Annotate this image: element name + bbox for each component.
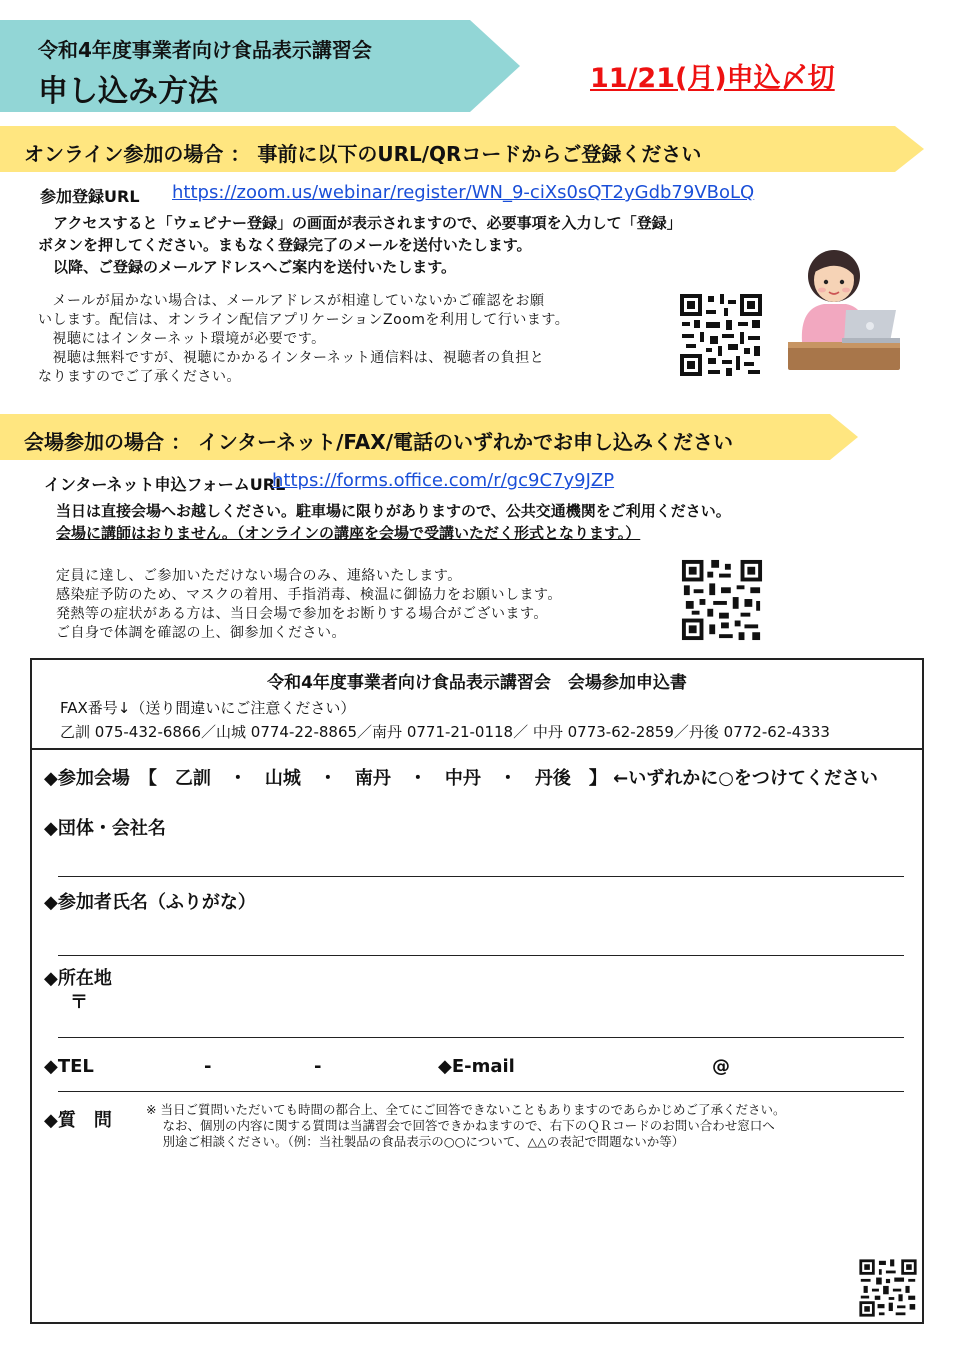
- online-instruction-line: アクセスすると「ウェビナー登録」の画面が表示されますので、必要事項を入力して「登録」: [38, 214, 682, 232]
- form-title: 令和4年度事業者向け食品表示講習会 会場参加申込書: [267, 673, 687, 693]
- online-note-line: 視聴にはインターネット環境が必要です。: [38, 331, 326, 347]
- company-input-line[interactable]: [58, 876, 904, 877]
- venue-url-label: インターネット申込フォームURL: [44, 475, 286, 494]
- online-note-line: メールが届かない場合は、メールアドレスが相違していないかご確認をお願: [38, 293, 545, 309]
- form-divider: [30, 748, 924, 750]
- question-field-label: ◆質 問: [44, 1110, 112, 1131]
- contact-input-line[interactable]: [58, 1091, 904, 1092]
- name-field-label: ◆参加者氏名（ふりがな）: [44, 892, 256, 913]
- venue-instruction-line: 当日は直接会場へお越しください。駐車場に限りがありますので、公共交通機関をご利用ください。: [56, 502, 731, 520]
- venue-instructions: [56, 500, 731, 544]
- venue-heading: 会場参加の場合 ： インターネット/FAX/電話のいずれかでお申し込みください: [24, 430, 734, 454]
- inquiry-qr-code-icon[interactable]: [858, 1258, 918, 1318]
- online-url-label: 参加登録URL: [40, 187, 140, 206]
- online-note-line: いします。配信は、オンライン配信アプリケーションZoomを利用して行います。: [38, 312, 570, 328]
- venue-note-line: ご自身で体調を確認の上、御参加ください。: [56, 625, 346, 641]
- online-instruction-line: 以降、ご登録のメールアドレスへご案内を送付いたします。: [38, 258, 457, 276]
- question-notes: [146, 1102, 785, 1150]
- online-register-link[interactable]: https://zoom.us/webinar/register/WN_9-ciXs0sQT2yGdb79VBoLQ: [172, 182, 755, 203]
- venue-choice-field[interactable]: ◆参加会場 【 乙訓 ・ 山城 ・ 南丹 ・ 中丹 ・ 丹後 】 ←いずれかに○をつけてください: [44, 768, 878, 789]
- venue-qr-code-icon[interactable]: [680, 558, 764, 642]
- name-input-line[interactable]: [58, 955, 904, 956]
- fax-numbers: 乙訓 075-432-6866／山城 0774-22-8865／南丹 0771-21-0118／ 中丹 0773-62-2859／丹後 0772-62-4333: [60, 723, 830, 741]
- venue-instruction-line: 会場に講師はおりません。（オンラインの講座を会場で受講いただく形式となります。）: [56, 524, 641, 542]
- fax-label: FAX番号↓（送り間違いにご注意ください）: [60, 699, 356, 717]
- tel-field-label: ◆TEL: [44, 1056, 94, 1077]
- online-note-line: なりますのでご了承ください。: [38, 369, 241, 385]
- address-field-label: ◆所在地: [44, 968, 112, 989]
- qr-graphic: [678, 292, 764, 378]
- online-note-line: 視聴は無料ですが、視聴にかかるインターネット通信料は、視聴者の負担と: [38, 350, 545, 366]
- address-input-line[interactable]: [58, 1037, 904, 1038]
- company-field-label: ◆団体・会社名: [44, 818, 166, 839]
- venue-notes: [56, 567, 562, 643]
- question-note-line: 別途ご相談ください。（例：当社製品の食品表示の○○について、△△の表記で問題ないか等）: [146, 1134, 685, 1149]
- qr-graphic: [858, 1258, 918, 1318]
- venue-note-line: 発熱等の症状がある方は、当日会場で参加をお断りする場合がございます。: [56, 606, 548, 622]
- postal-mark: 〒: [70, 992, 88, 1013]
- online-notes: [38, 292, 569, 387]
- online-heading: オンライン参加の場合 ： 事前に以下のURL/QRコードからご登録ください: [24, 142, 702, 166]
- question-note-line: ※ 当日ご質問いただいても時間の都合上、全てにご回答できないこともありますのであらかじめご了承ください。: [146, 1102, 786, 1117]
- qr-graphic: [680, 558, 764, 642]
- person-at-laptop-illustration-icon: [784, 238, 904, 378]
- email-at-mark: @: [712, 1056, 730, 1077]
- venue-note-line: 定員に達し、ご参加いただけない場合のみ、連絡いたします。: [56, 568, 462, 584]
- email-field-label: ◆E-mail: [438, 1056, 515, 1077]
- online-qr-code-icon[interactable]: [678, 292, 764, 378]
- deadline-notice: 11/21(月)申込〆切: [590, 63, 835, 94]
- venue-note-line: 感染症予防のため、マスクの着用、手指消毒、検温に御協力をお願いします。: [56, 587, 562, 603]
- question-note-line: なお、個別の内容に関する質問は当講習会で回答できかねますので、右下のＱＲコードのお問い合わせ窓口へ: [146, 1118, 775, 1133]
- online-instructions: [38, 212, 682, 278]
- venue-form-link[interactable]: https://forms.office.com/r/gc9C7y9JZP: [272, 470, 615, 491]
- header-subtitle: 令和4年度事業者向け食品表示講習会: [38, 38, 372, 62]
- online-instruction-line: ボタンを押してください。まもなく登録完了のメールを送付いたします。: [38, 236, 532, 254]
- tel-separator: -: [204, 1056, 212, 1077]
- question-input-area[interactable]: [148, 1158, 888, 1298]
- page-title: 申し込み方法: [38, 74, 218, 109]
- tel-separator: -: [314, 1056, 322, 1077]
